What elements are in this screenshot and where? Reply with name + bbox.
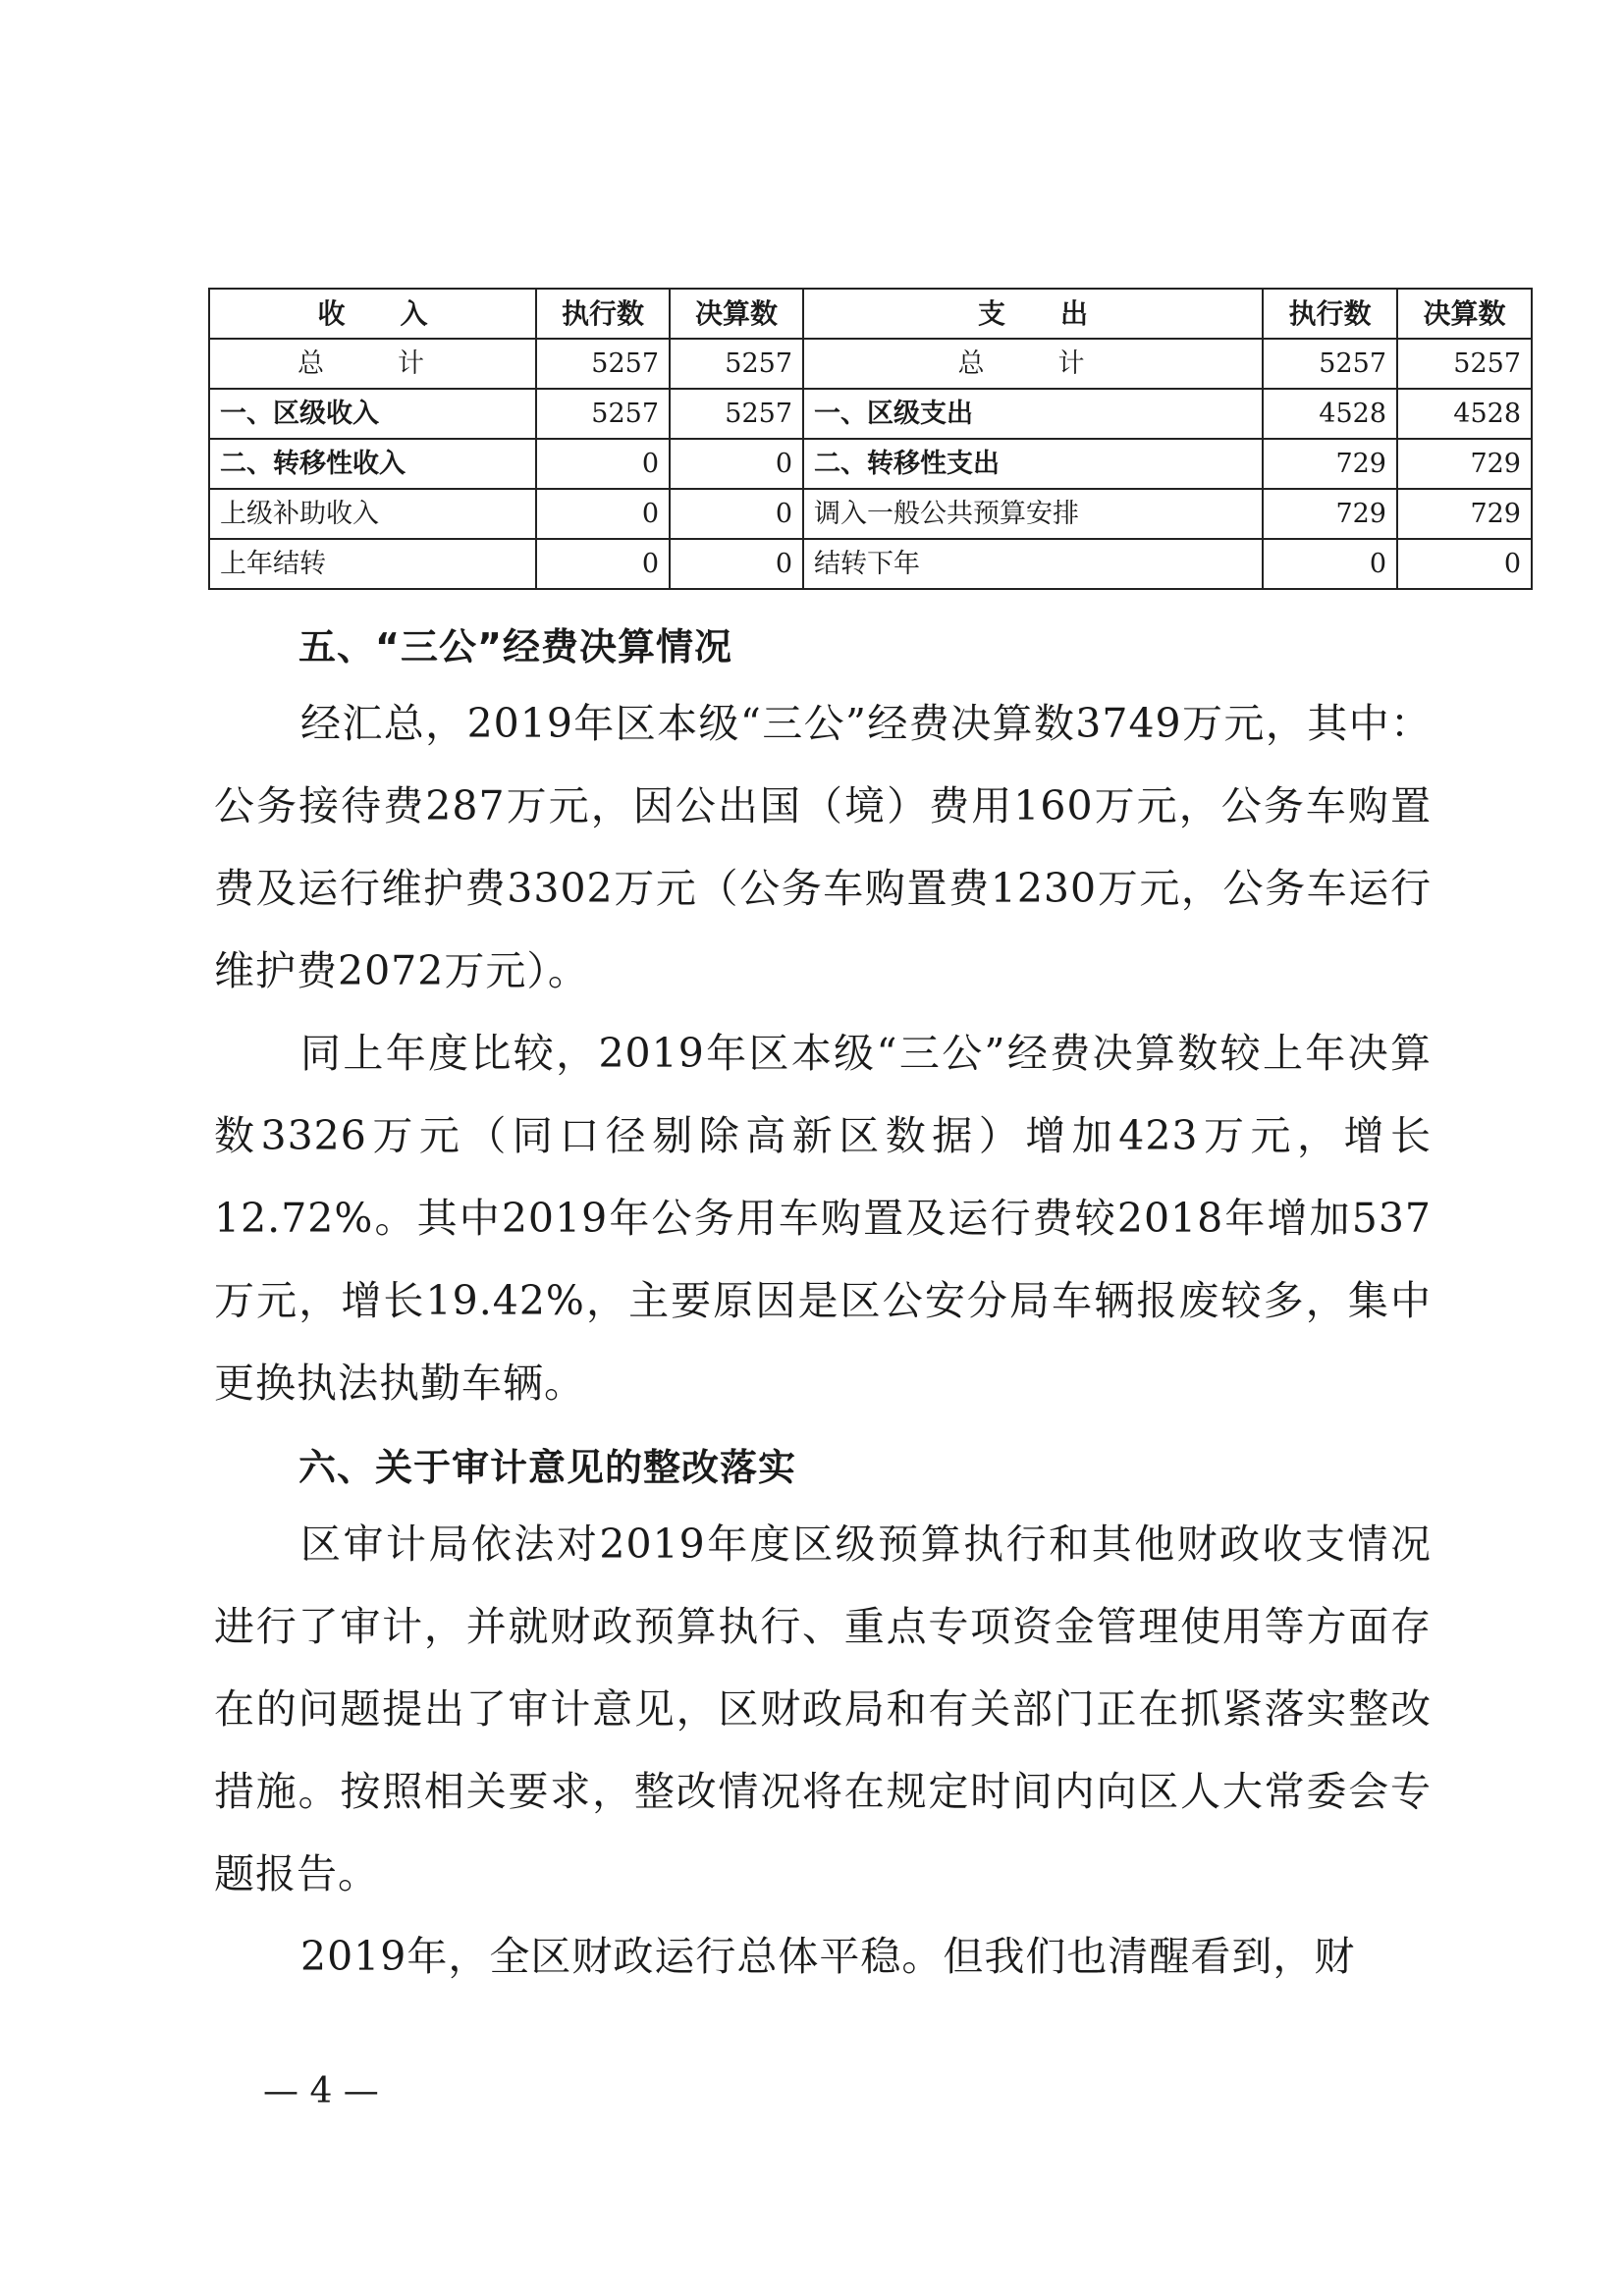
expense-final: 4528 — [1397, 389, 1532, 439]
income-exec: 0 — [536, 489, 670, 539]
section-six-paragraph-1: 区审计局依法对2019年度区级预算执行和其他财政收支情况进行了审计，并就财政预算执行、重点专项资金管理使用等方面存在的问题提出了审计意见，区财政局和有关部门正在抓紧落实整改措施。按照相关要求，整改情况将在规定时间内向区人大常委会专题报告。 — [214, 1521, 1432, 1897]
income-label: 上级补助收入 — [209, 489, 536, 539]
income-label: 一、区级收入 — [209, 389, 536, 439]
table-row — [209, 489, 1532, 539]
table-row — [209, 439, 1532, 489]
income-exec: 5257 — [536, 389, 670, 439]
section-five-paragraph-2: 同上年度比较，2019年区本级“三公”经费决算数较上年决算数3326万元（同口径剔除高新区数据）增加423万元，增长12.72%。其中2019年公务用车购置及运行费较2018年增加537万元，增长19.42%，主要原因是区公安分局车辆报废较多，集中更换执法执勤车辆。 — [214, 1030, 1432, 1407]
table-header-row — [209, 289, 1532, 339]
income-exec: 0 — [536, 439, 670, 489]
expense-label: 调入一般公共预算安排 — [803, 489, 1263, 539]
income-final: 5257 — [670, 339, 803, 389]
income-exec: 5257 — [536, 339, 670, 389]
expense-final: 729 — [1397, 489, 1532, 539]
header-expense: 支 出 — [803, 289, 1263, 339]
header-income-exec: 执行数 — [536, 289, 670, 339]
expense-exec: 5257 — [1263, 339, 1397, 389]
expense-label: 一、区级支出 — [803, 389, 1263, 439]
header-expense-final: 决算数 — [1397, 289, 1532, 339]
expense-exec: 4528 — [1263, 389, 1397, 439]
expense-exec: 729 — [1263, 489, 1397, 539]
closing-paragraph: 2019年，全区财政运行总体平稳。但我们也清醒看到，财 — [300, 1933, 1356, 1980]
income-exec: 0 — [536, 539, 670, 589]
expense-exec: 729 — [1263, 439, 1397, 489]
section-five-paragraph-1: 经汇总，2019年区本级“三公”经费决算数3749万元，其中：公务接待费287万元，因公出国（境）费用160万元，公务车购置费及运行维护费3302万元（公务车购置费1230万元，公务车运行维护费2072万元）。 — [214, 700, 1432, 994]
budget-table — [208, 288, 1533, 590]
income-label: 总 计 — [209, 339, 536, 389]
section-six-heading: 六、关于审计意见的整改落实 — [298, 1446, 797, 1489]
expense-exec: 0 — [1263, 539, 1397, 589]
expense-label: 总 计 — [803, 339, 1263, 389]
income-label: 上年结转 — [209, 539, 536, 589]
expense-final: 5257 — [1397, 339, 1532, 389]
income-final: 0 — [670, 439, 803, 489]
expense-final: 729 — [1397, 439, 1532, 489]
table-row — [209, 389, 1532, 439]
expense-final: 0 — [1397, 539, 1532, 589]
page-number: — 4 — — [263, 2071, 379, 2111]
section-five-heading: 五、“三公”经费决算情况 — [298, 625, 732, 668]
table-row — [209, 539, 1532, 589]
income-label: 二、转移性收入 — [209, 439, 536, 489]
income-final: 0 — [670, 539, 803, 589]
expense-label: 结转下年 — [803, 539, 1263, 589]
expense-label: 二、转移性支出 — [803, 439, 1263, 489]
header-expense-exec: 执行数 — [1263, 289, 1397, 339]
income-final: 0 — [670, 489, 803, 539]
table-row — [209, 339, 1532, 389]
header-income-final: 决算数 — [670, 289, 803, 339]
income-final: 5257 — [670, 389, 803, 439]
header-income: 收 入 — [209, 289, 536, 339]
